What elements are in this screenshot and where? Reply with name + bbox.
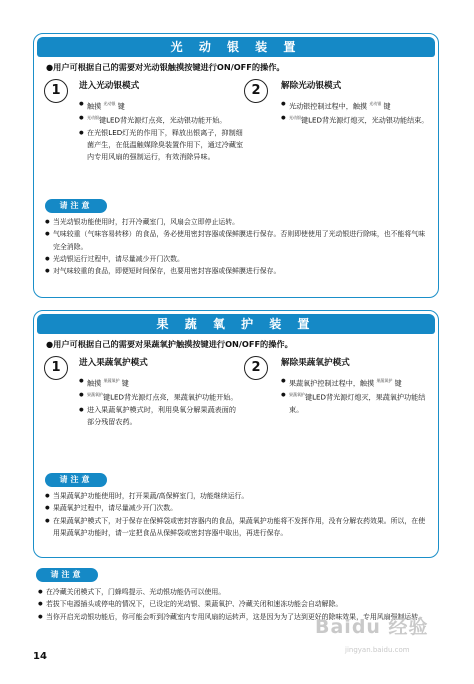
silver-modes — [34, 73, 438, 197]
silver-mode2-title: 解除光动银模式 — [281, 81, 342, 91]
silver-key-icon: 光动银 — [103, 101, 116, 106]
list-item: ● $^{果蔬氧护}$键LED背光源灯熄灭，果蔬氧护功能结束。 — [281, 389, 431, 415]
silver-title: 光 动 银 装 置 — [37, 37, 435, 57]
list-item: ● 气味较重（气味容易转移）的食品，务必使用密封容器或保鲜膜进行保存。否则即使使用了光动银进行除味，也不能将气味完全消除。 — [45, 228, 430, 253]
list-item: ● $^{光动银}$键LED背光源灯熄灭，光动银功能结束。 — [281, 112, 431, 126]
list-item: ● 若拔下电源插头或停电的情况下，已设定的光动银、果蔬氧护、冷藏关闭和速冻功能会自动解除。 — [38, 598, 434, 610]
fresh-title: 果 蔬 氧 护 装 置 — [37, 314, 435, 334]
list-item: ● 当果蔬氧护功能使用时，打开果蔬/高保鲜室门，功能继续运行。 — [45, 490, 430, 502]
fresh-mode1-title: 进入果蔬氧护模式 — [79, 358, 148, 368]
fresh-key-icon: 果蔬氧护 — [289, 392, 305, 398]
list-item: ● 触摸 $^{光动银}$ 键 — [79, 98, 247, 112]
list-item: ● 在光银LED灯光的作用下，释放出银离子，抑制细菌产生，在低温触媒除臭装置作用下，通过冷藏室内专用风扇的强制运行，有效消除异味。 — [79, 127, 247, 163]
list-item: ● 果蔬氧护过程中，请尽量减少开门次数。 — [45, 502, 430, 514]
fresh-key-icon: 果蔬氧护 — [87, 392, 103, 398]
list-item: ● 触摸 $^{果蔬氧护}$ 键 — [79, 375, 239, 389]
general-note-label: 请注意 — [36, 568, 98, 582]
list-item: ● $^{果蔬氧护}$键LED背光源灯点亮，果蔬氧护功能开始。 — [79, 389, 239, 403]
silver-step-2-badge: 2 — [244, 79, 268, 103]
watermark-url: jingyan.baidu.com — [345, 646, 410, 654]
silver-note-label: 请注意 — [45, 199, 107, 213]
list-item: ● 光动银运行过程中，请尽量减少开门次数。 — [45, 253, 430, 265]
silver-mode1-title: 进入光动银模式 — [79, 81, 140, 91]
fresh-key-icon: 果蔬氧护 — [376, 378, 393, 383]
list-item: ● 果蔬氧护控制过程中，触摸 $^{果蔬氧护}$ 键 — [281, 375, 431, 389]
fresh-note-label: 请注意 — [45, 473, 107, 487]
list-item: ● 在冷藏关闭模式下，门蜂鸣提示、光动银功能仍可以使用。 — [38, 586, 434, 598]
silver-intro: ●用户可根据自己的需要对光动银触摸按键进行ON/OFF的操作。 — [46, 62, 285, 72]
fresh-mode2-list — [281, 375, 431, 416]
silver-key-icon: 光动银 — [87, 115, 99, 121]
silver-step-1-badge: 1 — [44, 79, 68, 103]
fresh-step-1-badge: 1 — [44, 356, 68, 380]
watermark: Baidu 经验 — [315, 616, 429, 638]
list-item: ● $^{光动银}$键LED背光源灯点亮，光动银功能开始。 — [79, 112, 247, 126]
fresh-modes — [34, 350, 438, 474]
list-item: ● 进入果蔬氧护模式时，利用臭氧分解果蔬表面的部分残留农药。 — [79, 404, 239, 428]
fresh-mode2-title: 解除果蔬氧护模式 — [281, 358, 350, 368]
fresh-step-2-badge: 2 — [244, 356, 268, 380]
silver-mode1-list — [79, 98, 247, 163]
fresh-mode1-list — [79, 375, 239, 428]
silver-notes — [45, 216, 430, 277]
fresh-intro: ●用户可根据自己的需要对果蔬氧护触摸按键进行ON/OFF的操作。 — [46, 339, 293, 349]
list-item: ● 当光动银功能使用时，打开冷藏室门，风扇会立即停止运转。 — [45, 216, 430, 228]
silver-mode2-list — [281, 98, 431, 127]
list-item: ● 当你开启光动银功能后，你可能会听到冷藏室内专用风扇的运转声，这是因为为了达到更好的除味效果，专用风扇强制运转。 — [38, 611, 434, 623]
silver-key-icon: 光动银 — [289, 115, 301, 121]
fresh-notes — [45, 490, 430, 539]
page-number: 14 — [33, 651, 47, 662]
silver-panel — [33, 33, 439, 298]
list-item: ● 光动银控制过程中，触摸 $^{光动银}$ 键 — [281, 98, 431, 112]
fresh-key-icon: 果蔬氧护 — [103, 378, 120, 383]
silver-key-icon: 光动银 — [369, 101, 382, 106]
fresh-panel — [33, 310, 439, 558]
list-item: ● 在果蔬氧护模式下，对于保存在保鲜袋或密封容器内的食品，果蔬氧护功能将不发挥作用，没有分解农药效果。所以，在使用果蔬氧护功能时，请一定把食品从保鲜袋或密封容器中取出，再进行保存。 — [45, 515, 430, 540]
list-item: ● 对气味较重的食品，即便短时间保存，也要用密封容器或保鲜膜进行保存。 — [45, 265, 430, 277]
